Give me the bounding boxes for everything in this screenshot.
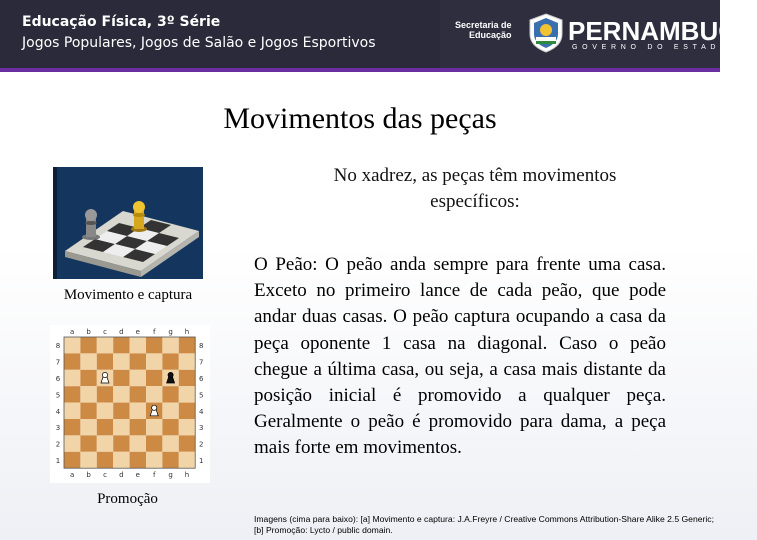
state-seal-icon xyxy=(527,12,565,54)
board-square xyxy=(64,370,80,386)
board-square xyxy=(179,435,195,451)
board-square xyxy=(162,419,178,435)
file-label: e xyxy=(135,328,140,336)
board-square xyxy=(64,337,80,353)
rank-label: 7 xyxy=(55,358,61,367)
board-square xyxy=(179,419,195,435)
board-square xyxy=(146,386,162,402)
file-label: b xyxy=(86,328,91,336)
caption-promotion: Promoção xyxy=(97,491,158,507)
board-square xyxy=(162,337,178,353)
rank-label: 8 xyxy=(198,342,204,351)
course-title: Educação Física, 3º Série xyxy=(22,14,221,30)
board-square xyxy=(97,337,113,353)
brand-subtitle: GOVERNO DO ESTADO xyxy=(572,44,731,51)
board-square xyxy=(80,353,96,369)
brand-name: PERNAMBUCO xyxy=(568,16,757,46)
rank-label: 1 xyxy=(198,457,204,465)
file-label: h xyxy=(184,471,190,480)
board-square xyxy=(113,435,129,451)
board-square xyxy=(64,452,80,468)
board-square xyxy=(97,386,113,402)
board-square xyxy=(130,419,146,435)
board-square xyxy=(179,337,195,353)
rank-label: 2 xyxy=(55,440,61,449)
board-square xyxy=(146,435,162,451)
board-square xyxy=(130,403,146,419)
board-square xyxy=(130,435,146,451)
board-square xyxy=(130,452,146,468)
board-square xyxy=(162,452,178,468)
file-label: f xyxy=(152,471,156,480)
header-bar xyxy=(0,0,757,72)
chess-promotion-diagram xyxy=(50,325,210,483)
board-square xyxy=(146,419,162,435)
file-label: a xyxy=(70,471,75,480)
file-label: e xyxy=(135,471,140,480)
board-square xyxy=(179,353,195,369)
board-square xyxy=(113,419,129,435)
rank-label: 6 xyxy=(55,375,61,383)
board-square xyxy=(80,403,96,419)
file-label: a xyxy=(70,328,75,336)
rank-label: 4 xyxy=(55,407,61,416)
board-square xyxy=(146,452,162,468)
rank-label: 7 xyxy=(198,358,204,367)
board-square xyxy=(80,337,96,353)
board-square xyxy=(113,337,129,353)
board-square xyxy=(64,435,80,451)
image-credits: Imagens (cima para baixo): [a] Movimento e captura: J.A.Freyre / Creative Commons Attribution-Share Alike 2.5 Generic; [b] Promoção: Lycto / public domain. xyxy=(254,514,714,535)
board-square xyxy=(130,353,146,369)
course-subtitle: Jogos Populares, Jogos de Salão e Jogos Esportivos xyxy=(22,35,376,51)
file-label: c xyxy=(103,471,107,480)
board-square xyxy=(80,452,96,468)
board-square xyxy=(179,403,195,419)
rank-label: 2 xyxy=(198,440,204,449)
board-square xyxy=(64,386,80,402)
board-square xyxy=(97,452,113,468)
board-square xyxy=(97,403,113,419)
board-square xyxy=(80,419,96,435)
board-square xyxy=(113,370,129,386)
board-square xyxy=(64,353,80,369)
board-square xyxy=(80,435,96,451)
file-label: d xyxy=(119,328,124,336)
file-label: c xyxy=(103,328,107,336)
pawn-description: O Peão: O peão anda sempre para frente uma casa. Exceto no primeiro lance de cada peão, que pode andar duas casas. O peão captura ocupando a casa da peça oponente 1 casa na diagonal. Caso o peão chegue a última casa, ou seja, a casa mais distante da posição inicial é promovido a qualquer peça. Geralmente o peão é promovido para dama, a peça mais forte em movimentos. xyxy=(254,254,666,459)
board-square xyxy=(113,386,129,402)
file-label: g xyxy=(168,471,173,480)
file-label: g xyxy=(168,328,173,336)
secretaria-line1: Secretaria de xyxy=(455,20,512,30)
file-label: f xyxy=(152,328,156,336)
board-square xyxy=(97,353,113,369)
board-square xyxy=(64,403,80,419)
file-label: d xyxy=(119,471,124,480)
chess-move-capture-image xyxy=(53,167,203,279)
board-square xyxy=(113,403,129,419)
board-square xyxy=(113,452,129,468)
board-square xyxy=(97,435,113,451)
board-square xyxy=(80,370,96,386)
board-square xyxy=(97,419,113,435)
board-square xyxy=(146,353,162,369)
board-square xyxy=(80,386,96,402)
rank-label: 3 xyxy=(198,424,204,433)
caption-move-capture: Movimento e captura xyxy=(63,287,193,303)
slide-title: Movimentos das peças xyxy=(223,102,497,135)
board-square xyxy=(113,353,129,369)
board-square xyxy=(162,353,178,369)
board-square xyxy=(130,386,146,402)
board-square xyxy=(162,435,178,451)
board-square xyxy=(162,403,178,419)
board-square xyxy=(162,386,178,402)
board-square xyxy=(130,370,146,386)
rank-label: 4 xyxy=(198,407,204,416)
rank-label: 6 xyxy=(198,375,204,383)
secretaria-logo-text xyxy=(455,20,512,40)
rank-label: 1 xyxy=(55,457,61,465)
board-square xyxy=(146,370,162,386)
file-label: b xyxy=(86,471,91,480)
rank-label: 5 xyxy=(198,391,204,400)
intro-text: No xadrez, as peças têm movimentos específicos: xyxy=(333,165,617,212)
rank-label: 8 xyxy=(55,342,61,351)
board-square xyxy=(179,452,195,468)
board-square xyxy=(130,337,146,353)
secretaria-line2: Educação xyxy=(469,30,512,40)
rank-label: 5 xyxy=(55,391,61,400)
board-square xyxy=(179,370,195,386)
board-square xyxy=(179,386,195,402)
rank-label: 3 xyxy=(55,424,61,433)
board-square xyxy=(146,337,162,353)
board-square xyxy=(64,419,80,435)
header-title-area xyxy=(0,0,440,68)
file-label: h xyxy=(184,328,190,336)
